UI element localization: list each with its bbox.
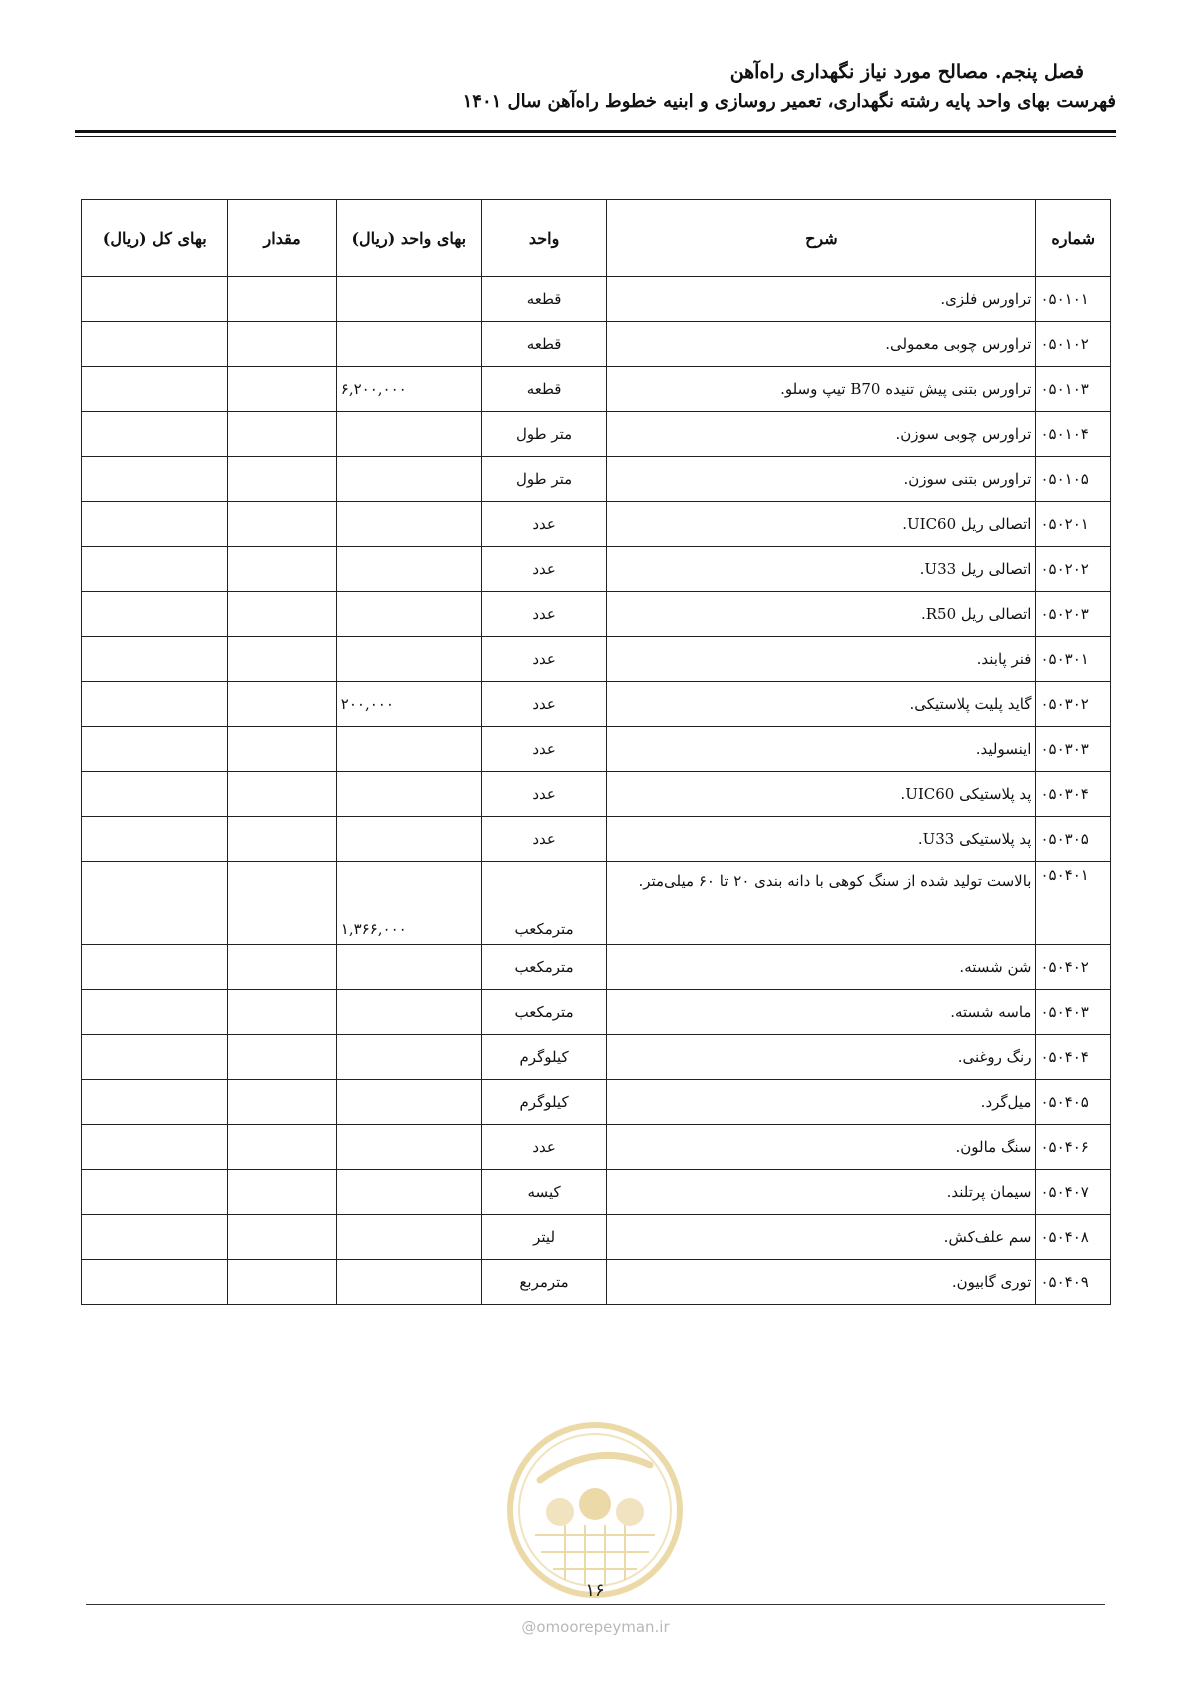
- row-description: اتصالی ریل R50.: [607, 592, 1036, 637]
- row-description: توری گابیون.: [607, 1260, 1036, 1305]
- row-code: ۰۵۰۲۰۳: [1036, 592, 1111, 637]
- row-unit-price: [336, 322, 481, 367]
- table-body: [82, 277, 1111, 1305]
- table-row: [82, 945, 1111, 990]
- header-description: شرح: [607, 200, 1036, 277]
- website-watermark: @omoorepeyman.ir: [521, 1618, 670, 1636]
- header-unit-price: بهای واحد (ریال): [336, 200, 481, 277]
- row-code: ۰۵۰۱۰۱: [1036, 277, 1111, 322]
- row-total-price: [82, 945, 228, 990]
- row-quantity: [228, 277, 336, 322]
- row-description: رنگ روغنی.: [607, 1035, 1036, 1080]
- row-unit: مترمکعب: [481, 990, 606, 1035]
- header-unit: واحد: [481, 200, 606, 277]
- row-unit: عدد: [481, 547, 606, 592]
- row-unit: عدد: [481, 637, 606, 682]
- row-unit-price: [336, 990, 481, 1035]
- row-unit-price: [336, 457, 481, 502]
- header-rule-thick: [75, 130, 1116, 133]
- row-quantity: [228, 547, 336, 592]
- row-total-price: [82, 547, 228, 592]
- row-unit-price: [336, 817, 481, 862]
- row-unit: کیلوگرم: [481, 1035, 606, 1080]
- row-unit-price: [336, 1215, 481, 1260]
- row-code: ۰۵۰۲۰۲: [1036, 547, 1111, 592]
- row-total-price: [82, 682, 228, 727]
- row-unit-price: [336, 772, 481, 817]
- row-code: ۰۵۰۴۰۲: [1036, 945, 1111, 990]
- row-unit-price: [336, 547, 481, 592]
- row-code: ۰۵۰۴۰۵: [1036, 1080, 1111, 1125]
- row-description: اتصالی ریل UIC60.: [607, 502, 1036, 547]
- row-quantity: [228, 817, 336, 862]
- row-unit-price: [336, 592, 481, 637]
- row-code: ۰۵۰۴۰۶: [1036, 1125, 1111, 1170]
- row-unit: متر طول: [481, 412, 606, 457]
- row-unit-price: [336, 1035, 481, 1080]
- row-total-price: [82, 1125, 228, 1170]
- row-total-price: [82, 772, 228, 817]
- row-total-price: [82, 412, 228, 457]
- table-row: [82, 367, 1111, 412]
- row-code: ۰۵۰۴۰۸: [1036, 1215, 1111, 1260]
- row-unit: قطعه: [481, 277, 606, 322]
- row-total-price: [82, 1260, 228, 1305]
- row-code: ۰۵۰۲۰۱: [1036, 502, 1111, 547]
- row-total-price: [82, 592, 228, 637]
- row-unit: قطعه: [481, 367, 606, 412]
- row-description: اینسولید.: [607, 727, 1036, 772]
- table-row: [82, 457, 1111, 502]
- row-unit-price: [336, 1080, 481, 1125]
- row-total-price: [82, 990, 228, 1035]
- table-row: [82, 547, 1111, 592]
- header-code: شماره: [1036, 200, 1111, 277]
- row-unit: مترمکعب: [481, 945, 606, 990]
- table-row: [82, 502, 1111, 547]
- row-description: پد پلاستیکی U33.: [607, 817, 1036, 862]
- row-unit-price: [336, 502, 481, 547]
- row-code: ۰۵۰۴۰۴: [1036, 1035, 1111, 1080]
- row-total-price: [82, 1035, 228, 1080]
- row-description: اتصالی ریل U33.: [607, 547, 1036, 592]
- row-unit-price: ۲۰۰,۰۰۰: [336, 682, 481, 727]
- row-unit: عدد: [481, 502, 606, 547]
- row-total-price: [82, 727, 228, 772]
- row-quantity: [228, 772, 336, 817]
- row-quantity: [228, 1125, 336, 1170]
- row-total-price: [82, 1170, 228, 1215]
- row-quantity: [228, 1215, 336, 1260]
- row-unit-price: [336, 277, 481, 322]
- table-row: [82, 1170, 1111, 1215]
- row-code: ۰۵۰۳۰۲: [1036, 682, 1111, 727]
- row-description: سم علف‌کش.: [607, 1215, 1036, 1260]
- row-unit-price: [336, 945, 481, 990]
- row-description: تراورس چوبی معمولی.: [607, 322, 1036, 367]
- row-code: ۰۵۰۳۰۴: [1036, 772, 1111, 817]
- row-unit: عدد: [481, 592, 606, 637]
- row-total-price: [82, 1215, 228, 1260]
- row-description: سیمان پرتلند.: [607, 1170, 1036, 1215]
- row-unit-price: [336, 1170, 481, 1215]
- row-description: شن شسته.: [607, 945, 1036, 990]
- row-total-price: [82, 457, 228, 502]
- row-code: ۰۵۰۳۰۵: [1036, 817, 1111, 862]
- row-code: ۰۵۰۱۰۳: [1036, 367, 1111, 412]
- row-unit: عدد: [481, 772, 606, 817]
- row-code: ۰۵۰۱۰۲: [1036, 322, 1111, 367]
- row-total-price: [82, 1080, 228, 1125]
- row-description: تراورس چوبی سوزن.: [607, 412, 1036, 457]
- table-row: [82, 637, 1111, 682]
- row-unit-price: [336, 1260, 481, 1305]
- page-header: [75, 58, 1116, 116]
- table-row: [82, 412, 1111, 457]
- row-quantity: [228, 412, 336, 457]
- row-description: فنر پابند.: [607, 637, 1036, 682]
- row-unit: عدد: [481, 682, 606, 727]
- row-code: ۰۵۰۴۰۳: [1036, 990, 1111, 1035]
- row-unit: قطعه: [481, 322, 606, 367]
- row-total-price: [82, 367, 228, 412]
- row-unit: مترمکعب: [481, 862, 606, 945]
- table-row: [82, 817, 1111, 862]
- table-row: [82, 727, 1111, 772]
- page-number: ۱۶: [585, 1580, 605, 1601]
- row-description: تراورس فلزی.: [607, 277, 1036, 322]
- table-row: [82, 1080, 1111, 1125]
- row-quantity: [228, 502, 336, 547]
- row-unit-price: [336, 412, 481, 457]
- row-unit: لیتر: [481, 1215, 606, 1260]
- row-description: میل‌گرد.: [607, 1080, 1036, 1125]
- table-row: [82, 592, 1111, 637]
- row-quantity: [228, 862, 336, 945]
- row-code: ۰۵۰۱۰۴: [1036, 412, 1111, 457]
- row-code: ۰۵۰۴۰۷: [1036, 1170, 1111, 1215]
- row-description: پد پلاستیکی UIC60.: [607, 772, 1036, 817]
- row-total-price: [82, 637, 228, 682]
- table-row: [82, 1260, 1111, 1305]
- row-unit: کیسه: [481, 1170, 606, 1215]
- row-quantity: [228, 1035, 336, 1080]
- company-seal: [505, 1420, 685, 1600]
- row-unit-price: [336, 637, 481, 682]
- row-unit: کیلوگرم: [481, 1080, 606, 1125]
- row-unit: عدد: [481, 727, 606, 772]
- table-row: [82, 277, 1111, 322]
- footer-rule: [86, 1604, 1105, 1605]
- row-unit: مترمربع: [481, 1260, 606, 1305]
- row-quantity: [228, 1170, 336, 1215]
- row-quantity: [228, 592, 336, 637]
- list-title: فهرست بهای واحد پایه رشته نگهداری، تعمیر روسازی و ابنیه خطوط راه‌آهن سال ۱۴۰۱: [462, 91, 1116, 112]
- row-total-price: [82, 322, 228, 367]
- row-description: تراورس بتنی سوزن.: [607, 457, 1036, 502]
- table-row: [82, 772, 1111, 817]
- row-quantity: [228, 990, 336, 1035]
- row-quantity: [228, 682, 336, 727]
- price-table: [81, 199, 1111, 1305]
- table-header-row: [82, 200, 1111, 277]
- header-rule-thin: [75, 136, 1116, 137]
- row-code: ۰۵۰۳۰۳: [1036, 727, 1111, 772]
- row-quantity: [228, 367, 336, 412]
- row-code: ۰۵۰۴۰۹: [1036, 1260, 1111, 1305]
- row-description: بالاست تولید شده از سنگ کوهی با دانه بندی ۲۰ تا ۶۰ میلی‌متر.: [607, 862, 1036, 945]
- row-description: ماسه شسته.: [607, 990, 1036, 1035]
- row-code: ۰۵۰۴۰۱: [1036, 862, 1111, 945]
- row-description: تراورس بتنی پیش تنیده B70 تیپ وسلو.: [607, 367, 1036, 412]
- row-quantity: [228, 1260, 336, 1305]
- row-unit: عدد: [481, 1125, 606, 1170]
- row-total-price: [82, 862, 228, 945]
- row-quantity: [228, 322, 336, 367]
- row-description: گاید پلیت پلاستیکی.: [607, 682, 1036, 727]
- row-total-price: [82, 277, 228, 322]
- row-total-price: [82, 502, 228, 547]
- row-unit: عدد: [481, 817, 606, 862]
- table-row: [82, 1215, 1111, 1260]
- row-unit-price: ۶,۲۰۰,۰۰۰: [336, 367, 481, 412]
- table-row: [82, 990, 1111, 1035]
- table-row: [82, 1125, 1111, 1170]
- row-code: ۰۵۰۳۰۱: [1036, 637, 1111, 682]
- table-row: [82, 322, 1111, 367]
- row-code: ۰۵۰۱۰۵: [1036, 457, 1111, 502]
- row-unit-price: ۱,۳۶۶,۰۰۰: [336, 862, 481, 945]
- row-quantity: [228, 457, 336, 502]
- header-total-price: بهای کل (ریال): [82, 200, 228, 277]
- table-row: [82, 1035, 1111, 1080]
- row-quantity: [228, 1080, 336, 1125]
- row-quantity: [228, 945, 336, 990]
- row-unit-price: [336, 1125, 481, 1170]
- row-unit-price: [336, 727, 481, 772]
- row-description: سنگ مالون.: [607, 1125, 1036, 1170]
- row-quantity: [228, 727, 336, 772]
- header-quantity: مقدار: [228, 200, 336, 277]
- row-total-price: [82, 817, 228, 862]
- table-row: [82, 682, 1111, 727]
- chapter-title: فصل پنجم. مصالح مورد نیاز نگهداری راه‌آهن: [729, 61, 1084, 83]
- table-row: [82, 862, 1111, 945]
- row-quantity: [228, 637, 336, 682]
- row-unit: متر طول: [481, 457, 606, 502]
